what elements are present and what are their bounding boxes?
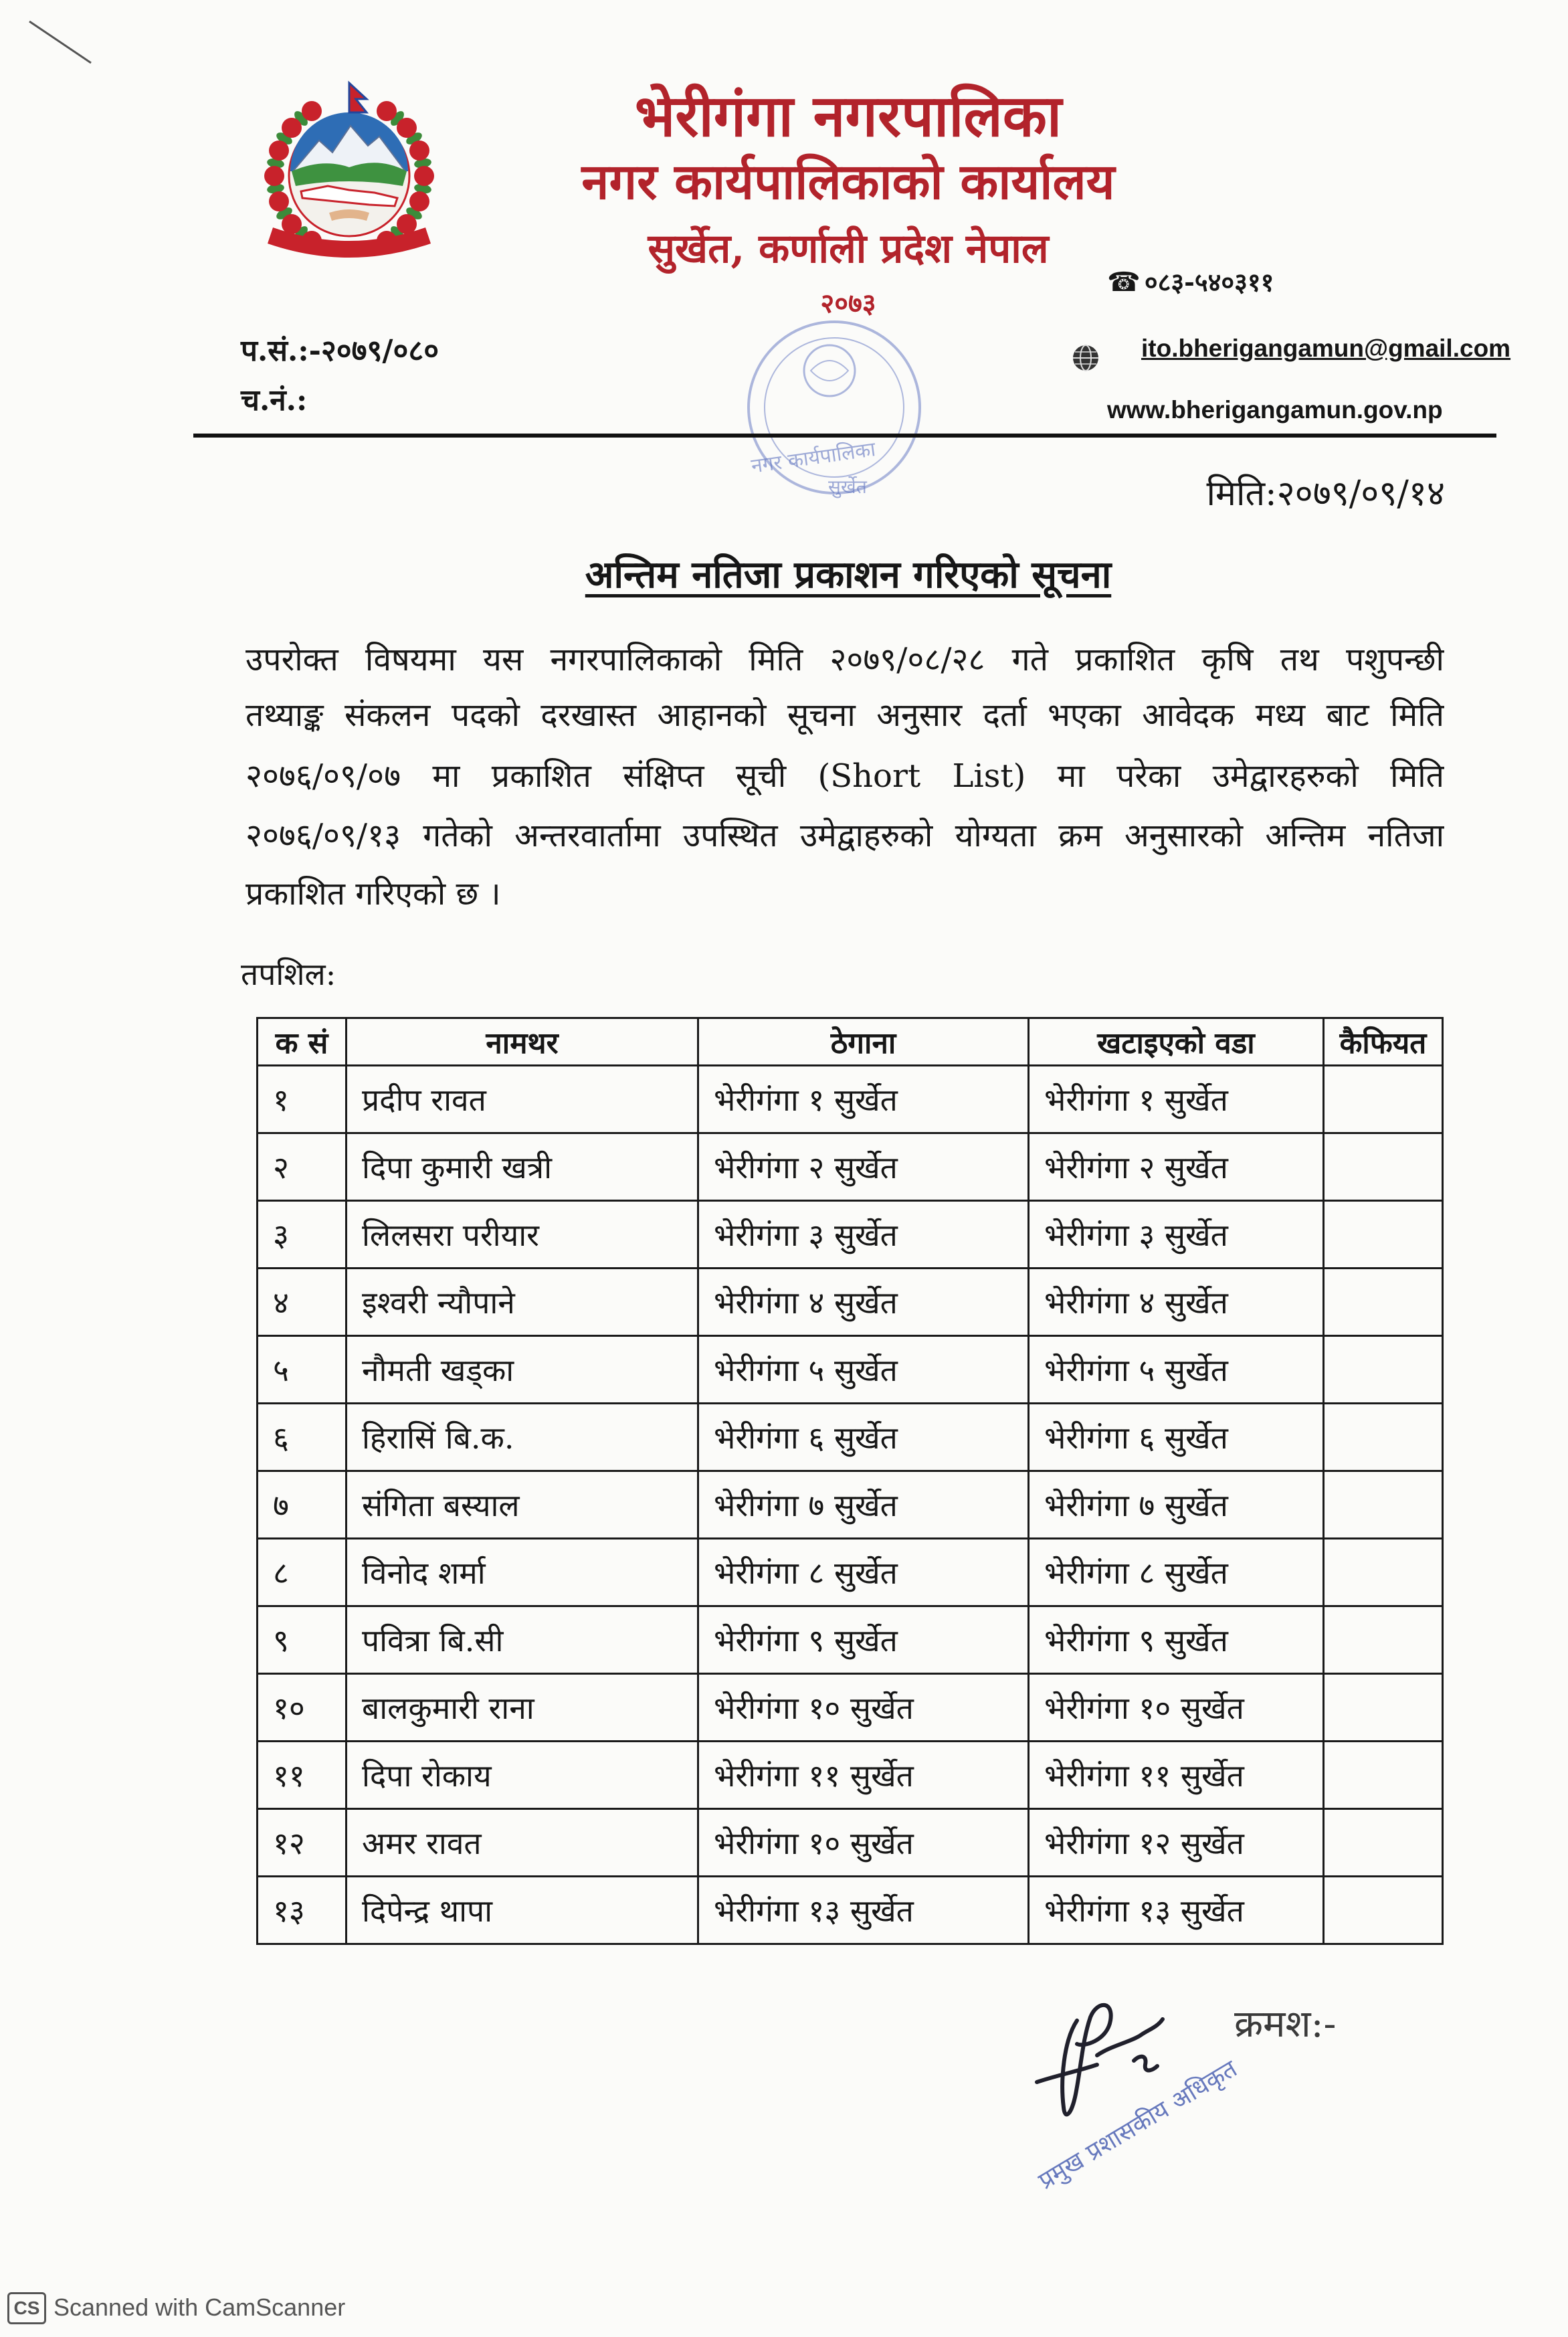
address-cell: भेरीगंगा १ सुर्खेत bbox=[698, 1066, 1029, 1133]
table-row bbox=[258, 1201, 1443, 1269]
address-cell: भेरीगंगा ४ सुर्खेत bbox=[698, 1269, 1029, 1336]
municipality-emblem bbox=[249, 79, 450, 266]
details-label: तपशिल: bbox=[241, 956, 336, 992]
notice-body-line: तथ्याङ्क संकलन पदको दरखास्त आहानको सूचना अनुसार दर्ता भएका आवेदक मध्य बाट मिति bbox=[246, 696, 1444, 734]
serial-cell: १ bbox=[258, 1066, 347, 1133]
name-cell: नौमती खड्का bbox=[347, 1336, 698, 1404]
signatory-stamp: प्रमुख प्रशासकीय अधिकृत bbox=[1034, 2055, 1242, 2195]
table-row bbox=[258, 1404, 1443, 1471]
table-row bbox=[258, 1269, 1443, 1336]
remarks-cell bbox=[1324, 1742, 1443, 1809]
address-cell: भेरीगंगा १३ सुर्खेत bbox=[698, 1877, 1029, 1944]
address-cell: भेरीगंगा ७ सुर्खेत bbox=[698, 1471, 1029, 1539]
serial-cell: २ bbox=[258, 1133, 347, 1201]
ward-cell: भेरीगंगा ५ सुर्खेत bbox=[1029, 1336, 1324, 1404]
serial-cell: ४ bbox=[258, 1269, 347, 1336]
notice-title: अन्तिम नतिजा प्रकाशन गरिएको सूचना bbox=[585, 553, 1112, 597]
ward-cell: भेरीगंगा १३ सुर्खेत bbox=[1029, 1877, 1324, 1944]
remarks-cell bbox=[1324, 1877, 1443, 1944]
remarks-cell bbox=[1324, 1809, 1443, 1877]
serial-cell: १० bbox=[258, 1674, 347, 1742]
notice-date: मिति:२०७९/०९/१४ bbox=[1206, 474, 1445, 514]
address-cell: भेरीगंगा २ सुर्खेत bbox=[698, 1133, 1029, 1201]
email-address: ito.bherigangamun@gmail.com bbox=[1141, 335, 1511, 362]
seal-text-city: सुर्खेत bbox=[828, 476, 867, 498]
serial-cell: ८ bbox=[258, 1539, 347, 1606]
ward-cell: भेरीगंगा २ सुर्खेत bbox=[1029, 1133, 1324, 1201]
header-serial: क सं bbox=[258, 1018, 347, 1066]
ward-cell: भेरीगंगा १० सुर्खेत bbox=[1029, 1674, 1324, 1742]
pen-mark bbox=[27, 19, 94, 67]
header-ward: खटाइएको वडा bbox=[1029, 1018, 1324, 1066]
name-cell: अमर रावत bbox=[347, 1809, 698, 1877]
notice-body-line: २०७६/०९/०७ मा प्रकाशित संक्षिप्त सूची (Short List) मा परेका उमेद्वारहरुको मिति bbox=[246, 757, 1444, 795]
remarks-cell bbox=[1324, 1404, 1443, 1471]
address-cell: भेरीगंगा १० सुर्खेत bbox=[698, 1674, 1029, 1742]
table-row bbox=[258, 1809, 1443, 1877]
continued-note: क्रमश:- bbox=[1234, 2002, 1337, 2046]
table-row bbox=[258, 1877, 1443, 1944]
remarks-cell bbox=[1324, 1201, 1443, 1269]
address-cell: भेरीगंगा ६ सुर्खेत bbox=[698, 1404, 1029, 1471]
table-row bbox=[258, 1066, 1443, 1133]
serial-cell: ७ bbox=[258, 1471, 347, 1539]
table-row bbox=[258, 1539, 1443, 1606]
dispatch-number: च.नं.: bbox=[241, 383, 308, 417]
camscanner-logo: CS bbox=[7, 2292, 46, 2324]
name-cell: प्रदीप रावत bbox=[347, 1066, 698, 1133]
notice-body-line: प्रकाशित गरिएको छ । bbox=[246, 875, 501, 913]
office-name: नगर कार्यपालिकाको कार्यालय bbox=[581, 153, 1115, 211]
table-header-row bbox=[258, 1018, 1443, 1066]
table-row bbox=[258, 1471, 1443, 1539]
name-cell: पवित्रा बि.सी bbox=[347, 1606, 698, 1674]
table-row bbox=[258, 1742, 1443, 1809]
name-cell: संगिता बस्याल bbox=[347, 1471, 698, 1539]
result-table bbox=[256, 1017, 1444, 1945]
name-cell: दिपेन्द्र थापा bbox=[347, 1877, 698, 1944]
header-name: नामथर bbox=[347, 1018, 698, 1066]
table-row bbox=[258, 1336, 1443, 1404]
remarks-cell bbox=[1324, 1471, 1443, 1539]
ward-cell: भेरीगंगा ८ सुर्खेत bbox=[1029, 1539, 1324, 1606]
ward-cell: भेरीगंगा ३ सुर्खेत bbox=[1029, 1201, 1324, 1269]
remarks-cell bbox=[1324, 1269, 1443, 1336]
serial-cell: १२ bbox=[258, 1809, 347, 1877]
ward-cell: भेरीगंगा ७ सुर्खेत bbox=[1029, 1471, 1324, 1539]
telephone-icon: ☎ bbox=[1107, 267, 1141, 298]
table-row bbox=[258, 1606, 1443, 1674]
ward-cell: भेरीगंगा ९ सुर्खेत bbox=[1029, 1606, 1324, 1674]
ward-cell: भेरीगंगा ४ सुर्खेत bbox=[1029, 1269, 1324, 1336]
header-divider bbox=[193, 434, 1496, 438]
ward-cell: भेरीगंगा १२ सुर्खेत bbox=[1029, 1809, 1324, 1877]
remarks-cell bbox=[1324, 1539, 1443, 1606]
website-address: www.bherigangamun.gov.np bbox=[1107, 396, 1443, 424]
remarks-cell bbox=[1324, 1674, 1443, 1742]
name-cell: लिलसरा परीयार bbox=[347, 1201, 698, 1269]
serial-cell: १३ bbox=[258, 1877, 347, 1944]
header-remarks: कैफियत bbox=[1324, 1018, 1443, 1066]
letter-number: प.सं.:-२०७९/०८० bbox=[241, 334, 439, 368]
serial-cell: ३ bbox=[258, 1201, 347, 1269]
name-cell: दिपा कुमारी खत्री bbox=[347, 1133, 698, 1201]
serial-cell: ५ bbox=[258, 1336, 347, 1404]
established-year: २०७३ bbox=[820, 288, 876, 319]
address-cell: भेरीगंगा ९ सुर्खेत bbox=[698, 1606, 1029, 1674]
address-cell: भेरीगंगा ३ सुर्खेत bbox=[698, 1201, 1029, 1269]
address-cell: भेरीगंगा ११ सुर्खेत bbox=[698, 1742, 1029, 1809]
camscanner-watermark: Scanned with CamScanner bbox=[54, 2294, 346, 2321]
ward-cell: भेरीगंगा १ सुर्खेत bbox=[1029, 1066, 1324, 1133]
phone-number bbox=[1107, 264, 1274, 299]
name-cell: दिपा रोकाय bbox=[347, 1742, 698, 1809]
name-cell: बालकुमारी राना bbox=[347, 1674, 698, 1742]
globe-icon bbox=[1070, 343, 1101, 373]
phone-text: ०८३-५४०३११ bbox=[1144, 267, 1274, 297]
address-cell: भेरीगंगा ८ सुर्खेत bbox=[698, 1539, 1029, 1606]
seal-text-office: नगर कार्यपालिका bbox=[749, 438, 878, 478]
remarks-cell bbox=[1324, 1606, 1443, 1674]
table-row bbox=[258, 1133, 1443, 1201]
header-address: ठेगाना bbox=[698, 1018, 1029, 1066]
remarks-cell bbox=[1324, 1336, 1443, 1404]
notice-body-line: २०७६/०९/१३ गतेको अन्तरवार्तामा उपस्थित उमेद्वाहरुको योग्यता क्रम अनुसारको अन्तिम नतिजा bbox=[246, 817, 1444, 854]
name-cell: हिरासिं बि.क. bbox=[347, 1404, 698, 1471]
remarks-cell bbox=[1324, 1133, 1443, 1201]
serial-cell: ६ bbox=[258, 1404, 347, 1471]
address-cell: भेरीगंगा १० सुर्खेत bbox=[698, 1809, 1029, 1877]
serial-cell: ११ bbox=[258, 1742, 347, 1809]
ward-cell: भेरीगंगा ११ सुर्खेत bbox=[1029, 1742, 1324, 1809]
name-cell: इश्वरी न्यौपाने bbox=[347, 1269, 698, 1336]
address-cell: भेरीगंगा ५ सुर्खेत bbox=[698, 1336, 1029, 1404]
remarks-cell bbox=[1324, 1066, 1443, 1133]
name-cell: विनोद शर्मा bbox=[347, 1539, 698, 1606]
office-address: सुर्खेत, कर्णाली प्रदेश नेपाल bbox=[648, 225, 1049, 272]
notice-body-line: उपरोक्त विषयमा यस नगरपालिकाको मिति २०७९/०८/२८ गते प्रकाशित कृषि तथ पशुपन्छी bbox=[246, 641, 1444, 678]
municipality-name: भेरीगंगा नगरपालिका bbox=[634, 82, 1062, 150]
table-row bbox=[258, 1674, 1443, 1742]
ward-cell: भेरीगंगा ६ सुर्खेत bbox=[1029, 1404, 1324, 1471]
serial-cell: ९ bbox=[258, 1606, 347, 1674]
